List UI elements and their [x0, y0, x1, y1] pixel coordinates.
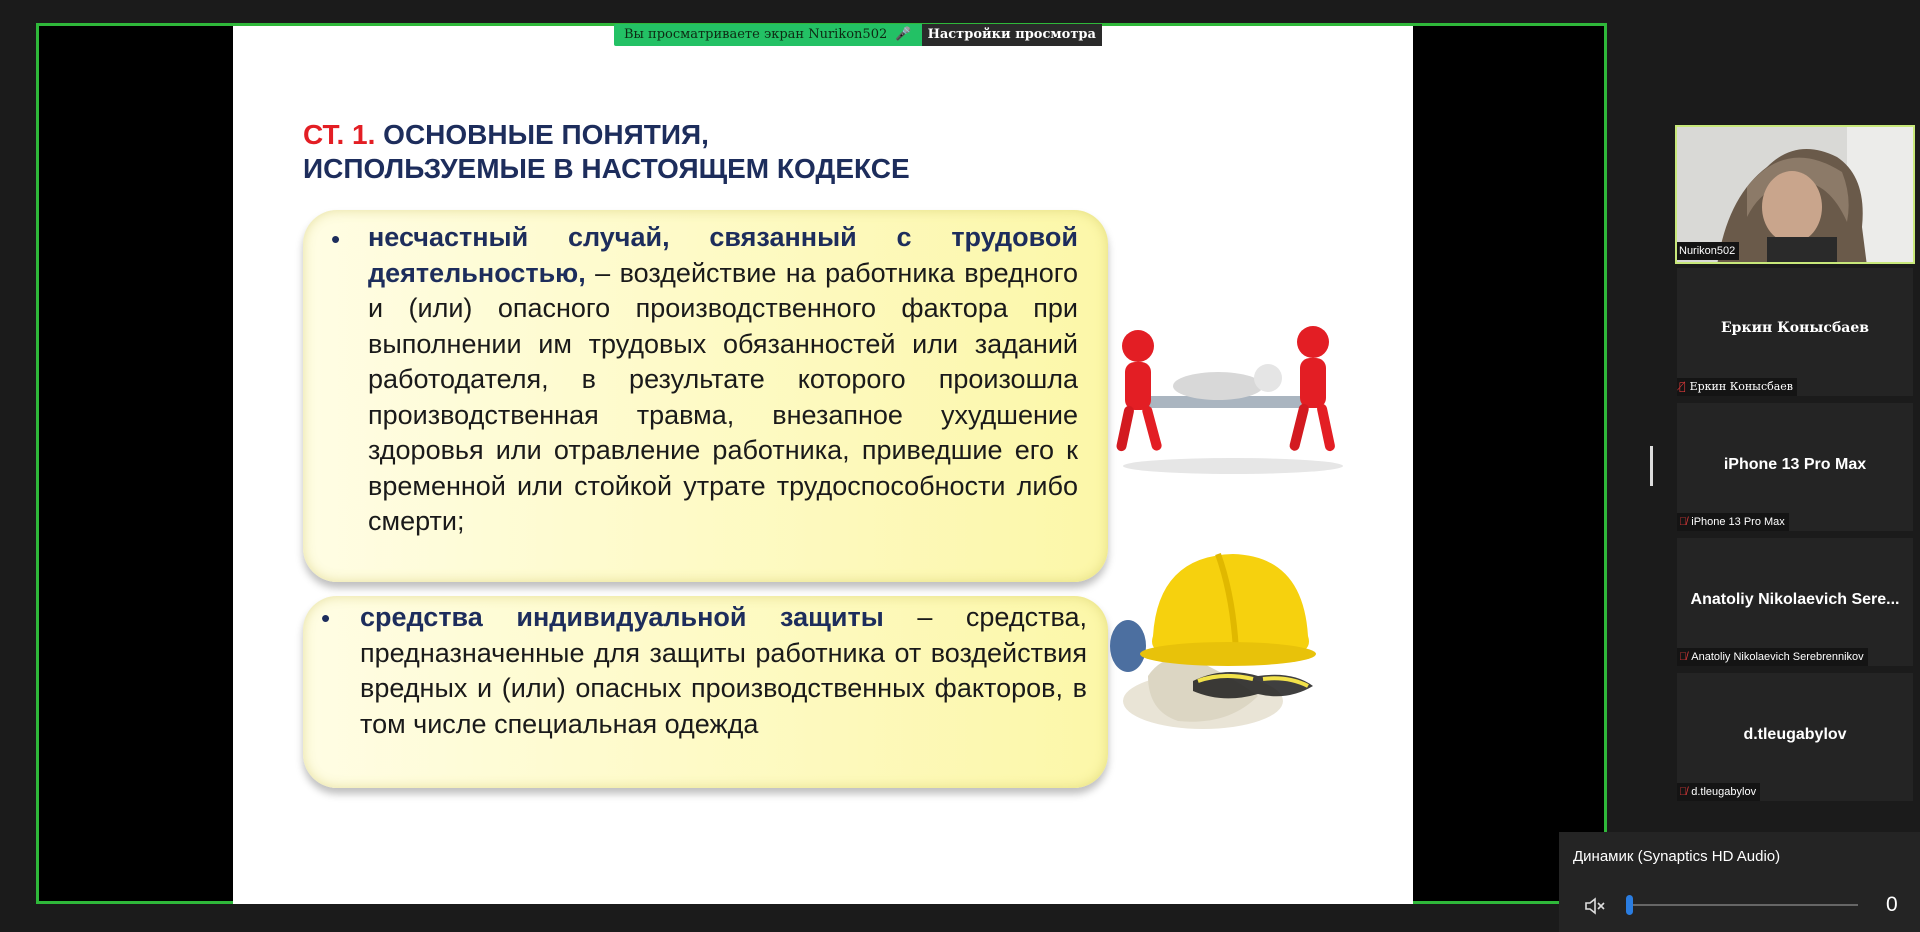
participant-name: iPhone 13 Pro Max: [1691, 516, 1785, 528]
participant-label: [1677, 783, 1760, 801]
participant-tile[interactable]: [1677, 268, 1913, 396]
participant-tile[interactable]: [1677, 538, 1913, 666]
audio-device-name: Динамик (Synaptics HD Audio): [1573, 848, 1781, 865]
definition-accident-text: – воздействие на работника вредного и (или) опасного производственного фактора при выполнении им трудовых обязанностей или заданий работодателя, в результате которого произошла производственная травма, внезапное ухудшение здоровья или отравление работника, приведшие его к временной или стойкой утрате трудоспособности либо смерти;: [368, 257, 1078, 536]
participant-label: [1677, 513, 1789, 531]
participant-tile[interactable]: [1677, 403, 1913, 531]
participant-tile[interactable]: [1677, 673, 1913, 801]
viewing-banner: [614, 24, 922, 46]
participant-name: Nurikon502: [1679, 245, 1736, 257]
audio-output-panel: [1559, 832, 1920, 932]
bullet-dot: •: [321, 603, 331, 633]
participant-display-name: iPhone 13 Pro Max: [1723, 456, 1867, 473]
participant-display-name: Еркин Конысбаев: [1721, 320, 1869, 336]
microphone-icon: 🎤: [895, 27, 912, 42]
viewing-text: Вы просматриваете экран Nurikon502: [624, 27, 888, 42]
microphone-off-icon: 🎙̸: [1679, 651, 1688, 663]
microphone-off-icon: 🎙̸: [1679, 380, 1686, 393]
participant-label: [1677, 378, 1797, 396]
slide-title-line1: ОСНОВНЫЕ ПОНЯТИЯ,: [383, 119, 709, 150]
definition-ppe-text: – средства, предназначенные для защиты работника от воздействия вредных и (или) опасных производственных факторов, в том числе специальная одежда: [360, 602, 1088, 739]
slide-title: [303, 118, 910, 186]
speaker-muted-icon[interactable]: [1583, 894, 1607, 918]
participant-label: [1677, 242, 1739, 260]
participant-video-nurikon502[interactable]: [1675, 125, 1915, 264]
stretcher-illustration: [1113, 316, 1363, 476]
microphone-off-icon: 🎙̸: [1679, 516, 1688, 528]
participant-name: Еркин Конысбаев: [1689, 380, 1793, 393]
bullet-dot: •: [331, 224, 341, 254]
screen-share-banner: [614, 24, 1102, 46]
participant-display-name: d.tleugabylov: [1743, 726, 1847, 743]
term-ppe: средства индивидуальной защиты: [360, 602, 884, 632]
slide-title-prefix: СТ. 1.: [303, 119, 376, 150]
view-settings-label: Настройки просмотра: [927, 27, 1096, 42]
ppe-helmet-illustration: [1108, 526, 1338, 756]
panel-resize-handle[interactable]: [1650, 446, 1653, 486]
view-settings-button[interactable]: [922, 24, 1102, 46]
participant-label: [1677, 648, 1868, 666]
participant-display-name: Anatoliy Nikolaevich Sere...: [1690, 591, 1900, 608]
volume-slider-thumb[interactable]: [1626, 895, 1633, 915]
term-accident: несчастный случай, связанный с трудовой деятельностью,: [368, 222, 1078, 288]
participant-name: Anatoliy Nikolaevich Serebrennikov: [1691, 651, 1864, 663]
definition-accident: [368, 220, 1078, 540]
slide-title-line2: ИСПОЛЬЗУЕМЫЕ В НАСТОЯЩЕМ КОДЕКСЕ: [303, 153, 910, 184]
presentation-slide: [233, 26, 1413, 904]
definition-ppe: [360, 600, 1087, 742]
volume-slider-track[interactable]: [1629, 904, 1858, 906]
microphone-off-icon: 🎙̸: [1679, 786, 1688, 798]
volume-value: 0: [1886, 893, 1898, 916]
participant-name: d.tleugabylov: [1691, 786, 1757, 798]
